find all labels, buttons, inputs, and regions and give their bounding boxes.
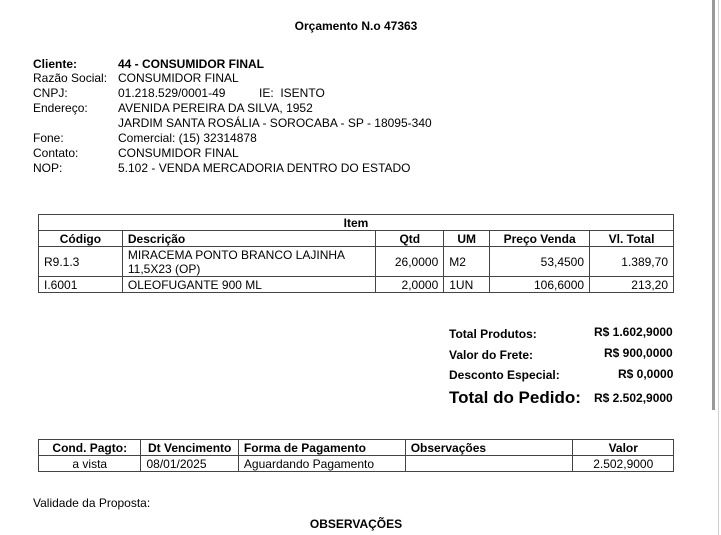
cell-codigo: R9.1.3 [39, 247, 123, 277]
descricao-line2: 11,5X23 (OP) [127, 261, 201, 276]
vertical-scrollbar[interactable] [712, 0, 715, 410]
valor-frete-value: R$ 900,0000 [604, 346, 673, 360]
cell-forma: Aguardando Pagamento [238, 456, 405, 472]
cell-descricao: OLEOFUGANTE 900 ML [122, 277, 375, 293]
cnpj-value: 01.218.529/0001-49 [118, 86, 226, 100]
col-codigo: Código [39, 231, 123, 247]
razao-value: CONSUMIDOR FINAL [118, 71, 239, 85]
col-um: UM [444, 231, 490, 247]
cell-vl-total: 213,20 [590, 277, 674, 293]
document-title: Orçamento N.o 47363 [294, 19, 418, 33]
razao-label: Razão Social: [33, 71, 108, 85]
total-pedido-label: Total do Pedido: [449, 388, 581, 407]
items-group-header: Item [39, 215, 674, 231]
cliente-value: 44 - CONSUMIDOR FINAL [118, 57, 265, 71]
payment-table [38, 439, 674, 472]
desconto-value: R$ 0,0000 [618, 367, 674, 381]
endereco-line1: AVENIDA PEREIRA DA SILVA, 1952 [118, 101, 313, 115]
ie-value: ISENTO [280, 86, 325, 100]
fone-label: Fone: [33, 131, 64, 145]
ie-field [259, 86, 325, 101]
valor-frete-label: Valor do Frete: [449, 348, 534, 362]
table-row [39, 456, 674, 472]
cell-obs [405, 456, 573, 472]
cell-um: M2 [444, 247, 490, 277]
fone-value: Comercial: (15) 32314878 [118, 131, 257, 145]
endereco-label: Endereço: [33, 101, 88, 115]
col-observacoes: Observações [405, 440, 573, 456]
validade-label: Validade da Proposta: [33, 496, 151, 510]
total-produtos-value: R$ 1.602,9000 [594, 325, 673, 339]
col-qtd: Qtd [376, 231, 444, 247]
endereco-line2: JARDIM SANTA ROSÁLIA - SOROCABA - SP - 18095-340 [118, 116, 432, 130]
total-produtos-label: Total Produtos: [449, 327, 537, 341]
cell-venc: 08/01/2025 [141, 456, 238, 472]
window-edge [718, 0, 719, 535]
cell-codigo: I.6001 [39, 277, 123, 293]
contato-value: CONSUMIDOR FINAL [118, 146, 239, 160]
cnpj-label: CNPJ: [33, 86, 68, 100]
cell-qtd: 2,0000 [376, 277, 444, 293]
col-cond-pagto: Cond. Pagto: [39, 440, 141, 456]
table-row [39, 247, 674, 277]
col-vl-total: Vl. Total [590, 231, 674, 247]
cliente-label: Cliente: [33, 57, 78, 71]
col-preco: Preço Venda [490, 231, 590, 247]
items-table [38, 214, 674, 293]
cell-descricao [122, 247, 375, 277]
nop-value: 5.102 - VENDA MERCADORIA DENTRO DO ESTADO [118, 161, 411, 175]
desconto-label: Desconto Especial: [449, 368, 560, 382]
col-valor: Valor [573, 440, 674, 456]
total-pedido-value: R$ 2.502,9000 [594, 391, 673, 405]
cell-preco: 53,4500 [490, 247, 590, 277]
cell-cond: a vista [39, 456, 141, 472]
nop-label: NOP: [33, 161, 63, 175]
descricao-line1: MIRACEMA PONTO BRANCO LAJINHA [127, 247, 346, 262]
cell-um: 1UN [444, 277, 490, 293]
table-row [39, 277, 674, 293]
cell-valor: 2.502,9000 [573, 456, 674, 472]
col-dt-vencimento: Dt Vencimento [141, 440, 238, 456]
contato-label: Contato: [33, 146, 79, 160]
ie-label: IE: [259, 86, 274, 100]
col-descricao: Descrição [122, 231, 375, 247]
cell-preco: 106,6000 [490, 277, 590, 293]
cell-vl-total: 1.389,70 [590, 247, 674, 277]
col-forma-pagamento: Forma de Pagamento [238, 440, 405, 456]
cell-qtd: 26,0000 [376, 247, 444, 277]
observacoes-title: OBSERVAÇÕES [309, 517, 403, 531]
